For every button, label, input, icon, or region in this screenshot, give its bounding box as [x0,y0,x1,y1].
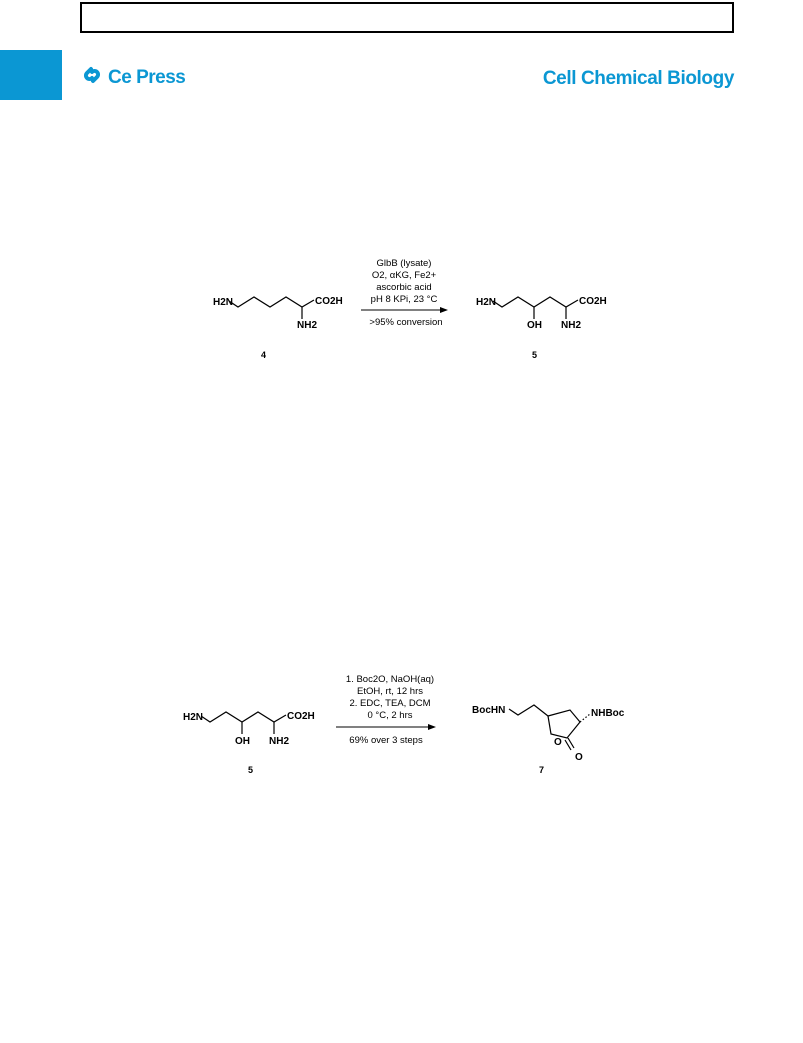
condition2-4: 0 °C, 2 hrs [367,710,413,721]
header-rule-box [80,2,734,33]
lysine-structure [229,297,314,319]
reactant2-alpha-amine-label: NH2 [269,736,290,747]
lactone-structure [509,705,590,750]
journal-name: Cell Chemical Biology [542,68,734,89]
reactant-alpha-amine-label: NH2 [297,320,318,331]
compound-5-label-2: 5 [248,765,254,775]
product-acid-label: CO2H [579,296,607,307]
reaction-scheme-2 [0,668,803,788]
yield-1: >95% conversion [369,317,443,328]
publisher-logo-text: Ce Press [108,66,186,88]
ring-oxygen-label: O [554,737,562,748]
reaction-scheme-1 [0,250,803,370]
side-color-tab [0,50,62,100]
arrow-head-1 [440,307,448,313]
yield-2: 69% over 3 steps [349,735,423,746]
condition-4: pH 8 KPi, 23 °C [370,294,438,305]
cell-press-logo [80,64,185,91]
product-alpha-amine-label: NH2 [561,320,582,331]
hydroxylysine-structure [493,297,578,319]
reactant-acid-label: CO2H [315,296,343,307]
cell-press-link-icon [80,64,104,91]
condition-2: O2, αKG, Fe2+ [371,270,437,281]
compound-5-label: 5 [532,350,538,360]
hydroxylysine-structure-2 [201,712,286,734]
reactant-amine-label: H2N [213,297,234,308]
reactant2-amine-label: H2N [183,712,204,723]
arrow-head-2 [428,724,436,730]
product-amine-label: H2N [476,297,497,308]
nhboc-label: NHBoc [591,708,625,719]
boc-amine-label: BocHN [472,705,506,716]
condition-3: ascorbic acid [376,282,432,293]
product-hydroxyl-label: OH [527,320,542,331]
compound-4-label: 4 [261,350,267,360]
condition2-1: 1. Boc2O, NaOH(aq) [345,674,435,685]
reactant2-acid-label: CO2H [287,711,315,722]
condition2-2: EtOH, rt, 12 hrs [357,686,423,697]
reactant2-hydroxyl-label: OH [235,736,250,747]
compound-7-label: 7 [539,765,545,775]
condition2-3: 2. EDC, TEA, DCM [349,698,431,709]
carbonyl-oxygen-label: O [575,752,583,763]
condition-1: GlbB (lysate) [376,258,432,269]
